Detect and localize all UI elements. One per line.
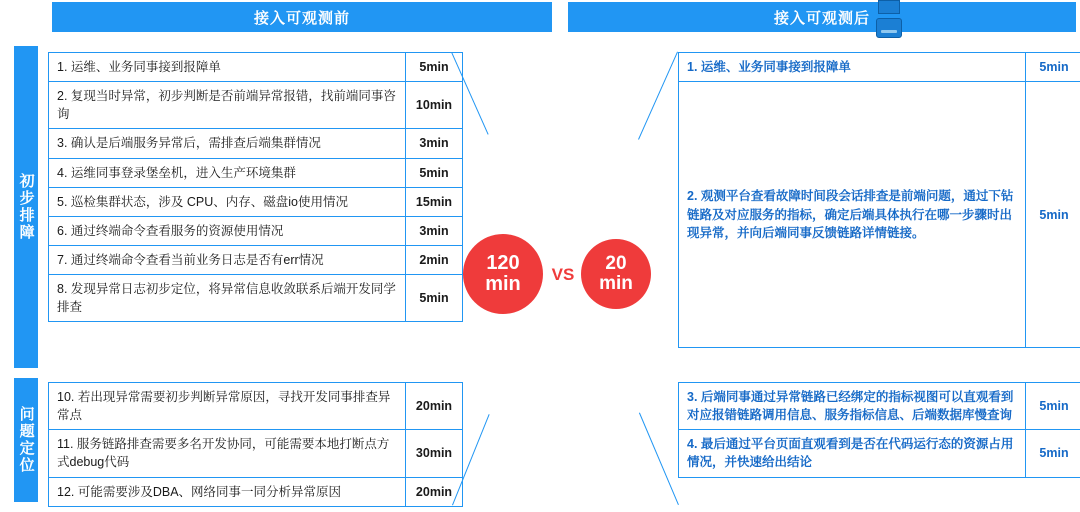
table-row	[679, 430, 1080, 477]
step-text: 10. 若出现异常需要初步判断异常原因，寻找开发同事排查异常点	[49, 383, 406, 430]
step-text: 12. 可能需要涉及DBA、网络同事一同分析异常原因	[49, 477, 406, 506]
table-row	[679, 53, 1080, 82]
step-time: 5min	[1026, 53, 1080, 82]
header-after: 接入可观测后	[568, 2, 1076, 32]
connector-line-top-right	[638, 51, 678, 139]
table-row	[49, 245, 463, 274]
badge-total-after	[581, 239, 651, 309]
step-text: 1. 运维、业务同事接到报障单	[49, 53, 406, 82]
window-control-icon	[878, 0, 900, 14]
step-text: 3. 后端同事通过异常链路已经绑定的指标视图可以直观看到对应报错链路调用信息、服务指标信息、后端数据库慢查询	[679, 383, 1026, 430]
step-time: 15min	[406, 187, 463, 216]
table-before-stage1	[48, 52, 463, 322]
badge-before-value: 120	[486, 252, 520, 274]
connector-line-bottom-right	[639, 412, 679, 505]
badge-after-unit: min	[599, 273, 633, 294]
table-row	[49, 477, 463, 506]
step-time: 5min	[406, 275, 463, 322]
badge-total-before	[463, 234, 543, 314]
step-time: 5min	[1026, 430, 1080, 477]
step-text: 6. 通过终端命令查看服务的资源使用情况	[49, 216, 406, 245]
step-time: 5min	[406, 158, 463, 187]
table-after-stage2	[678, 382, 1080, 478]
step-text: 8. 发现异常日志初步定位，将异常信息收敛联系后端开发同学排查	[49, 275, 406, 322]
table-row	[49, 216, 463, 245]
step-time: 5min	[1026, 383, 1080, 430]
step-time: 10min	[406, 82, 463, 129]
step-text: 2. 复现当时异常，初步判断是否前端异常报错，找前端同事咨询	[49, 82, 406, 129]
table-row	[49, 430, 463, 477]
step-text: 11. 服务链路排查需要多名开发协同，可能需要本地打断点方式debug代码	[49, 430, 406, 477]
step-text: 4. 运维同事登录堡垒机，进入生产环境集群	[49, 158, 406, 187]
toolbar-badge-icon	[876, 18, 902, 38]
table-row	[49, 383, 463, 430]
badge-before-unit: min	[485, 273, 521, 295]
table-row	[49, 187, 463, 216]
table-row	[49, 275, 463, 322]
step-time: 20min	[406, 477, 463, 506]
step-time: 2min	[406, 245, 463, 274]
step-text: 5. 巡检集群状态，涉及 CPU、内存、磁盘io使用情况	[49, 187, 406, 216]
stage-label-problem-location: 问题定位	[14, 378, 38, 502]
table-before-stage2	[48, 382, 463, 507]
step-time: 3min	[406, 216, 463, 245]
vs-label: VS	[551, 265, 575, 284]
step-time: 3min	[406, 129, 463, 158]
table-row	[49, 158, 463, 187]
step-text: 7. 通过终端命令查看当前业务日志是否有err情况	[49, 245, 406, 274]
step-text: 4. 最后通过平台页面直观看到是否在代码运行态的资源占用情况，并快速给出结论	[679, 430, 1026, 477]
step-time: 5min	[406, 53, 463, 82]
step-time: 5min	[1026, 82, 1080, 348]
step-text: 1. 运维、业务同事接到报障单	[679, 53, 1026, 82]
step-text: 3. 确认是后端服务异常后，需排查后端集群情况	[49, 129, 406, 158]
table-row	[679, 383, 1080, 430]
table-row	[49, 129, 463, 158]
table-after-stage1	[678, 52, 1080, 348]
step-text: 2. 观测平台查看故障时间段会话排查是前端问题，通过下钻链路及对应服务的指标，确定后端具体执行在哪一步骤时出现异常，并向后端同事反馈链路详情链接。	[679, 82, 1026, 348]
badge-after-value: 20	[605, 253, 627, 275]
table-row	[49, 53, 463, 82]
step-time: 20min	[406, 383, 463, 430]
table-row	[679, 82, 1080, 348]
header-before: 接入可观测前	[52, 2, 552, 32]
stage-label-initial-triage: 初步排障	[14, 46, 38, 368]
step-time: 30min	[406, 430, 463, 477]
table-row	[49, 82, 463, 129]
